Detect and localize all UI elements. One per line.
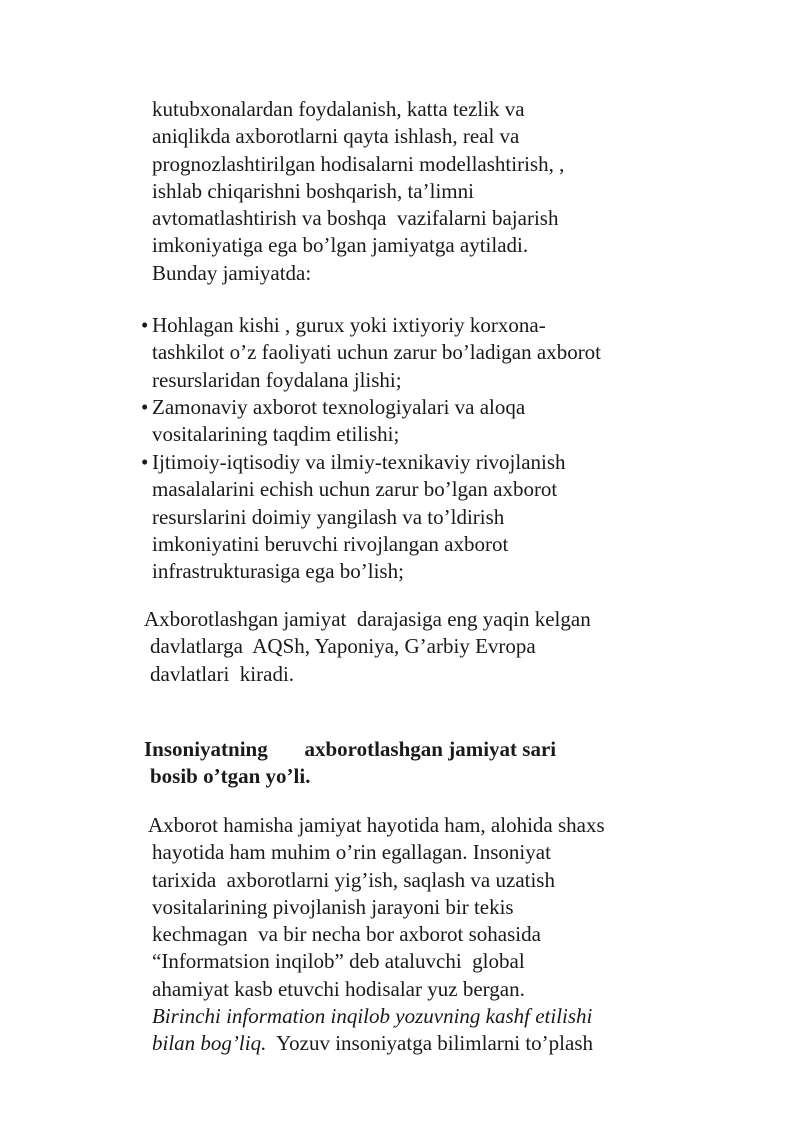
text-line: ahamiyat kasb etuvchi hodisalar yuz bergan.: [152, 976, 525, 1001]
heading-line: bosib o’tgan yo’li.: [150, 764, 311, 789]
bullet-marker: •: [141, 313, 149, 337]
text-line: masalalarini echish uchun zarur bo’lgan axborot: [152, 477, 558, 502]
bullet-marker: •: [141, 395, 149, 419]
text-line: davlatlarga AQSh, Yaponiya, G’arbiy Evropa: [150, 634, 536, 659]
bullet-marker: •: [141, 450, 149, 474]
text-line: avtomatlashtirish va boshqa vazifalarni bajarish: [152, 206, 559, 231]
bullet-item: [141, 312, 602, 394]
bullet-text: Zamonaviy axborot texnologiyalari va aloqa: [152, 395, 526, 419]
text-line: [141, 394, 526, 421]
body-text: Yozuv insoniyatga bilimlarni to’plash: [266, 1031, 593, 1056]
conclusion-paragraph: [144, 606, 591, 688]
text-line: resurslaridan foydalana jlishi;: [152, 367, 402, 392]
text-line: vositalarining taqdim etilishi;: [152, 422, 400, 447]
bullet-text: Hohlagan kishi , gurux yoki ixtiyoriy korxona-: [152, 313, 546, 337]
intro-paragraph: [152, 96, 564, 287]
bullet-item: [141, 394, 526, 449]
text-line: aniqlikda axborotlarni qayta ishlash, real va: [152, 124, 520, 149]
text-line: “Informatsion inqilob” deb ataluvchi global: [152, 949, 525, 974]
text-line: imkoniyatini beruvchi rivojlangan axborot: [152, 531, 509, 556]
text-line: vositalarining pivojlanish jarayoni bir tekis: [152, 894, 514, 919]
bullet-item: [141, 449, 566, 585]
heading-line: Insoniyatning axborotlashgan jamiyat sari: [144, 737, 557, 761]
text-line: prognozlashtirilgan hodisalarni modellashtirish, ,: [152, 151, 565, 176]
text-line: resurslarini doimiy yangilash va to’ldirish: [152, 504, 505, 529]
text-line: hayotida ham muhim o’rin egallagan. Insoniyat: [152, 840, 551, 865]
text-line: tarixida axborotlarni yig’ish, saqlash va uzatish: [152, 867, 555, 892]
text-line: [141, 449, 566, 476]
text-line: [141, 312, 601, 339]
text-line: ishlab chiqarishni boshqarish, ta’limni: [152, 178, 474, 203]
body-paragraph: [148, 812, 605, 1058]
bullet-text: Ijtimoiy-iqtisodiy va ilmiy-texnikaviy rivojlanish: [152, 450, 566, 474]
text-line: Axborot hamisha jamiyat hayotida ham, alohida shaxs: [148, 813, 605, 837]
text-line: infrastrukturasiga ega bo’lish;: [152, 559, 404, 584]
section-heading: [144, 736, 556, 791]
text-line: imkoniyatiga ega bo’lgan jamiyatga aytiladi.: [152, 233, 529, 258]
text-line: tashkilot o’z faoliyati uchun zarur bo’ladigan axborot: [152, 340, 602, 365]
text-line: [148, 1030, 605, 1057]
text-line: kechmagan va bir necha bor axborot sohasida: [152, 922, 541, 947]
italic-text: bilan bog’liq.: [152, 1031, 267, 1056]
text-line: kutubxonalardan foydalanish, katta tezlik va: [152, 97, 525, 121]
text-line: Axborotlashgan jamiyat darajasiga eng yaqin kelgan: [144, 607, 591, 631]
text-line: davlatlari kiradi.: [150, 661, 295, 686]
text-line: Bunday jamiyatda:: [152, 260, 312, 285]
italic-text-line: Birinchi information inqilob yozuvning kashf etilishi: [152, 1004, 593, 1029]
